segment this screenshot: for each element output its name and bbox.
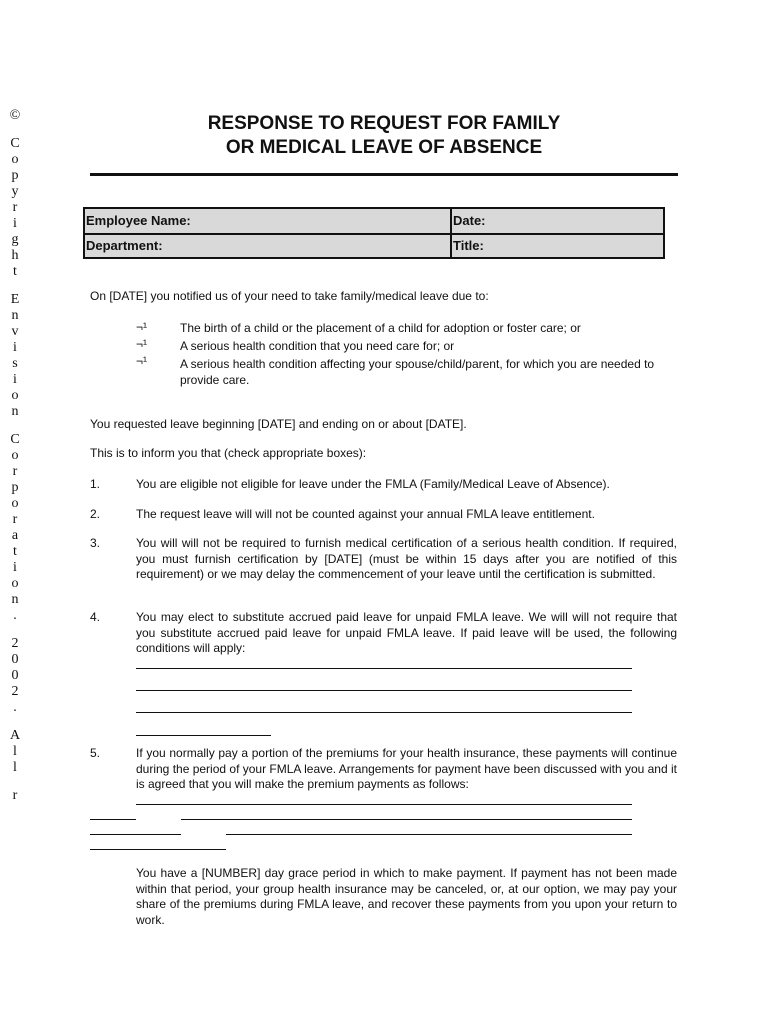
- sidebar-gap: [8, 420, 22, 432]
- title-line-1: RESPONSE TO REQUEST FOR FAMILY: [207, 113, 561, 134]
- sidebar-letter: l: [13, 760, 17, 775]
- fill-in-line[interactable]: [136, 735, 271, 736]
- employee-info-table: [83, 207, 665, 259]
- sidebar-letter: n: [11, 308, 19, 323]
- sidebar-letter: v: [11, 324, 19, 339]
- copyright-vertical-text: [8, 136, 22, 804]
- fill-in-line[interactable]: [136, 668, 632, 669]
- sidebar-letter: o: [11, 152, 19, 167]
- sidebar-letter: i: [13, 560, 17, 575]
- reason-item: A serious health condition that you need care for; or: [180, 339, 455, 353]
- copyright-symbol: ©: [9, 108, 21, 123]
- sidebar-letter: o: [11, 576, 19, 591]
- item-text: You may elect to substitute accrued paid leave for unpaid FMLA leave. We will will not require that you substitute accrued paid leave for unpaid FMLA leave. If paid leave will be used, the following conditions will apply:: [136, 610, 677, 655]
- reason-item: The birth of a child or the placement of a child for adoption or foster care; or: [180, 321, 581, 335]
- fill-in-line[interactable]: [136, 804, 632, 805]
- sidebar-gap: [8, 776, 22, 788]
- sidebar-letter: o: [11, 388, 19, 403]
- sidebar-letter: i: [13, 372, 17, 387]
- sidebar-letter: i: [13, 216, 17, 231]
- sidebar-letter: o: [11, 448, 19, 463]
- sidebar-letter: C: [10, 136, 20, 151]
- title-line-2: OR MEDICAL LEAVE OF ABSENCE: [225, 137, 543, 158]
- sidebar-letter: g: [11, 232, 19, 247]
- checkbox-reason-1[interactable]: ¬¹: [136, 320, 148, 334]
- item-number: 2.: [90, 507, 101, 521]
- sidebar-letter: r: [12, 200, 18, 215]
- fill-in-line[interactable]: [90, 849, 226, 850]
- sidebar-letter: n: [11, 592, 19, 607]
- info-row-2: [85, 234, 663, 258]
- reason-item: A serious health condition affecting your spouse/child/parent, for which you are needed to provide care.: [180, 357, 655, 387]
- checkbox-reason-2[interactable]: ¬¹: [136, 337, 148, 351]
- sidebar-letter: n: [11, 404, 19, 419]
- sidebar-letter: C: [10, 432, 20, 447]
- sidebar-letter: r: [12, 464, 18, 479]
- checkbox-reason-3[interactable]: ¬¹: [136, 354, 148, 368]
- title-divider: [90, 173, 678, 176]
- sidebar-gap: [8, 716, 22, 728]
- item-text: If you normally pay a portion of the premiums for your health insurance, these payments will continue during the period of your FMLA leave. Arrangements for payment have been discussed with you and it is agreed that you will make the premium payments as follows:: [136, 746, 677, 791]
- sidebar-letter: A: [9, 728, 21, 743]
- item-number: 4.: [90, 610, 101, 624]
- item-number: 3.: [90, 536, 101, 550]
- department-field[interactable]: Department:: [85, 234, 452, 258]
- fill-in-line[interactable]: [90, 819, 136, 820]
- fill-in-line[interactable]: [90, 834, 181, 835]
- item-number: 1.: [90, 477, 101, 491]
- document-title: [90, 112, 678, 160]
- intro-paragraph: On [DATE] you notified us of your need to take family/medical leave due to:: [90, 289, 489, 303]
- sidebar-letter: t: [13, 264, 17, 279]
- sidebar-letter: 2: [11, 684, 19, 699]
- title-field[interactable]: Title:: [453, 238, 484, 253]
- item-number: 5.: [90, 746, 101, 760]
- leave-period-paragraph: You requested leave beginning [DATE] and ending on or about [DATE].: [90, 417, 467, 431]
- sidebar-letter: p: [11, 168, 19, 183]
- item-text: You will will not be required to furnish medical certification of a serious health condition. If required, you must furnish certification by [DATE] (must be within 15 days after you are notified of this requirement) or we may delay the commencement of your leave until the certification is submitted.: [136, 536, 677, 581]
- copyright-sidebar: [8, 108, 22, 804]
- inform-paragraph: This is to inform you that (check appropriate boxes):: [90, 446, 367, 460]
- fill-in-line[interactable]: [226, 834, 632, 835]
- sidebar-letter: i: [13, 340, 17, 355]
- sidebar-letter: h: [11, 248, 19, 263]
- sidebar-letter: E: [10, 292, 20, 307]
- employee-name-field[interactable]: Employee Name:: [85, 209, 452, 233]
- sidebar-letter: .: [13, 608, 17, 623]
- sidebar-letter: l: [13, 744, 17, 759]
- sidebar-gap: [8, 280, 22, 292]
- sidebar-letter: 0: [11, 652, 19, 667]
- sidebar-gap: [8, 624, 22, 636]
- sidebar-letter: 0: [11, 668, 19, 683]
- sidebar-letter: y: [11, 184, 19, 199]
- grace-period-paragraph: You have a [NUMBER] day grace period in which to make payment. If payment has not been made within that period, your group health insurance may be canceled, or, at our option, we may pay your share of the premiums during FMLA leave, and recover these payments from you upon your return to work.: [136, 866, 677, 927]
- sidebar-letter: p: [11, 480, 19, 495]
- info-row-1: [85, 209, 663, 235]
- sidebar-letter: o: [11, 496, 19, 511]
- item-text: The request leave will will not be counted against your annual FMLA leave entitlement.: [136, 507, 595, 521]
- sidebar-letter: .: [13, 700, 17, 715]
- fill-in-line[interactable]: [136, 712, 632, 713]
- sidebar-letter: t: [13, 544, 17, 559]
- item-text: You are eligible not eligible for leave under the FMLA (Family/Medical Leave of Absence).: [136, 477, 610, 491]
- fill-in-line[interactable]: [136, 690, 632, 691]
- sidebar-letter: s: [12, 356, 18, 371]
- sidebar-letter: a: [11, 528, 19, 543]
- sidebar-letter: r: [12, 788, 18, 803]
- date-field[interactable]: Date:: [453, 213, 486, 228]
- sidebar-letter: r: [12, 512, 18, 527]
- sidebar-letter: 2: [11, 636, 19, 651]
- fill-in-line[interactable]: [181, 819, 632, 820]
